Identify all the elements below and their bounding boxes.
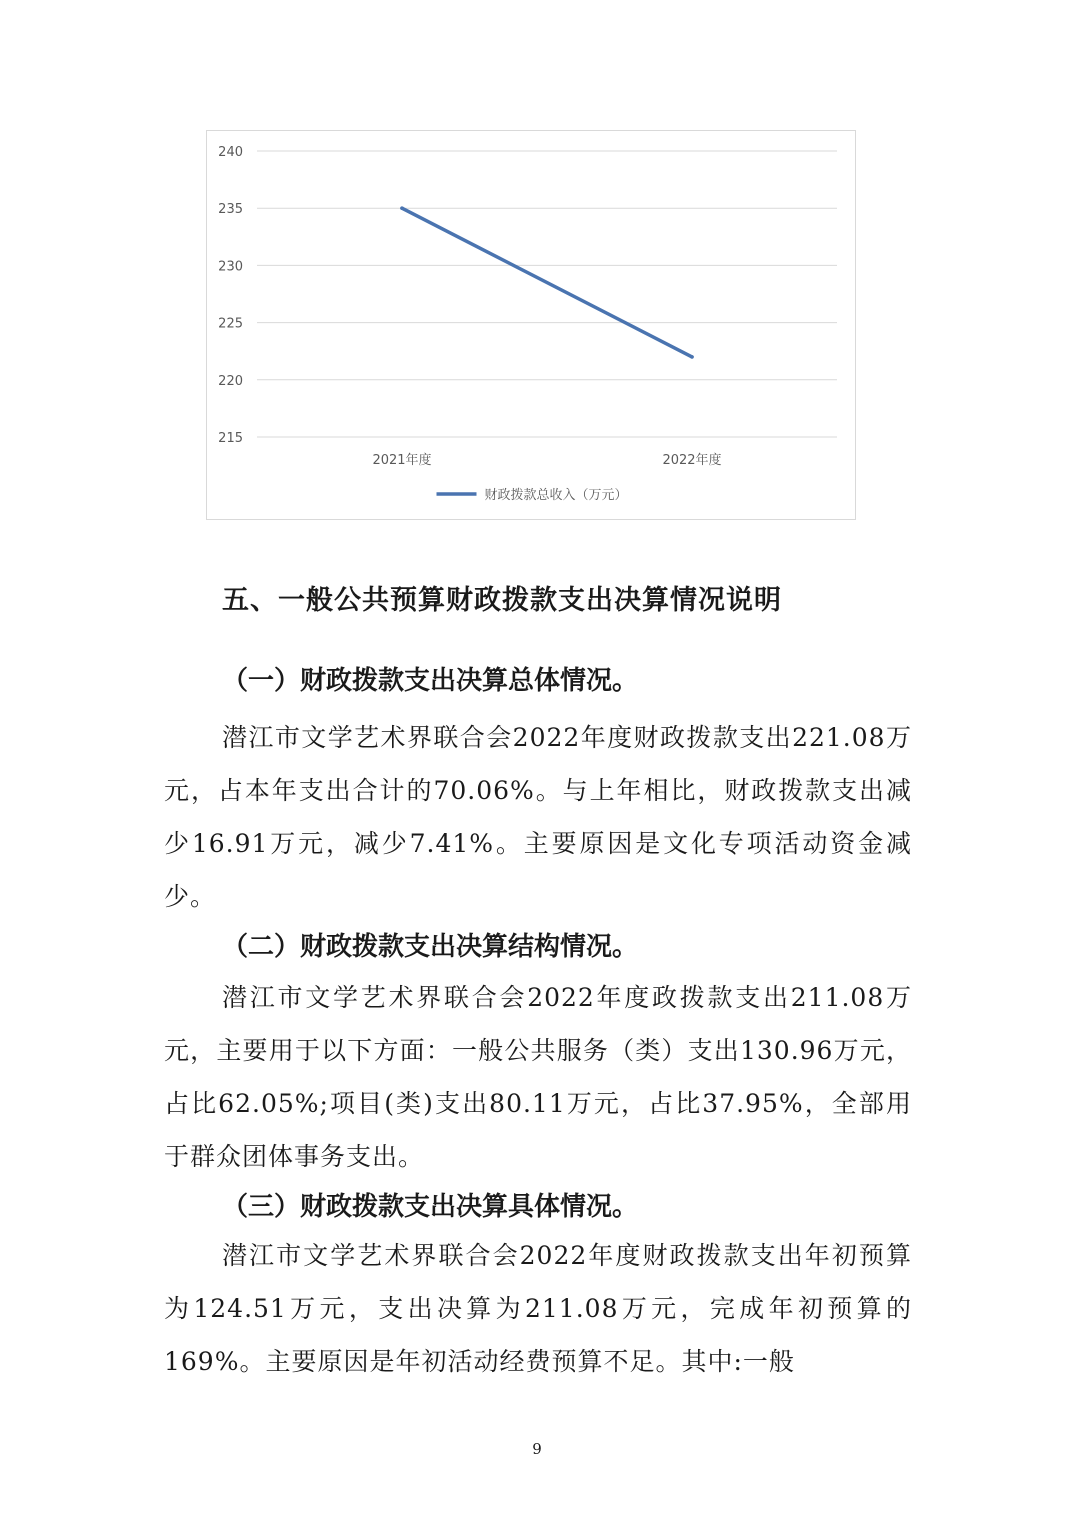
- paragraph-details: 潜江市文学艺术界联合会2022年度财政拨款支出年初预算为124.51万元，支出决算为211.08万元，完成年初预算的169%。主要原因是年初活动经费预算不足。其中:一般: [164, 1241, 912, 1376]
- legend-label: 财政拨款总收入（万元）: [484, 488, 628, 503]
- chart-canvas: [207, 131, 857, 521]
- data-point: [690, 355, 694, 359]
- y-tick-label: 230: [218, 259, 243, 275]
- x-tick-label: 2021年度: [372, 453, 432, 468]
- subsection-heading-structure: （二）财政拨款支出决算结构情况。: [222, 932, 639, 962]
- income-line-chart: [206, 130, 856, 520]
- paragraph-overall: 潜江市文学艺术界联合会2022年度财政拨款支出221.08万元，占本年支出合计的70.06%。与上年相比，财政拨款支出减少16.91万元，减少7.41%。主要原因是文化专项活动资金减少。: [164, 723, 912, 911]
- x-tick-label: 2022年度: [662, 453, 722, 468]
- y-tick-label: 215: [218, 431, 243, 446]
- y-tick-label: 225: [218, 316, 243, 332]
- subsection-heading-overall: （一）财政拨款支出决算总体情况。: [222, 666, 639, 696]
- data-point: [400, 206, 404, 210]
- y-tick-label: 235: [218, 202, 243, 218]
- y-tick-label: 240: [218, 145, 243, 160]
- subsection-heading-details: （三）财政拨款支出决算具体情况。: [222, 1192, 639, 1222]
- series-line: [402, 208, 692, 357]
- page-number: 9: [532, 1440, 542, 1458]
- section-heading: 五、一般公共预算财政拨款支出决算情况说明: [222, 585, 782, 616]
- y-tick-label: 220: [218, 373, 243, 389]
- paragraph-structure: 潜江市文学艺术界联合会2022年度政拨款支出211.08万元，主要用于以下方面：一般公共服务（类）支出130.96万元，占比62.05%;项目(类)支出80.11万元，占比37.95%，全部用于群众团体事务支出。: [164, 983, 912, 1171]
